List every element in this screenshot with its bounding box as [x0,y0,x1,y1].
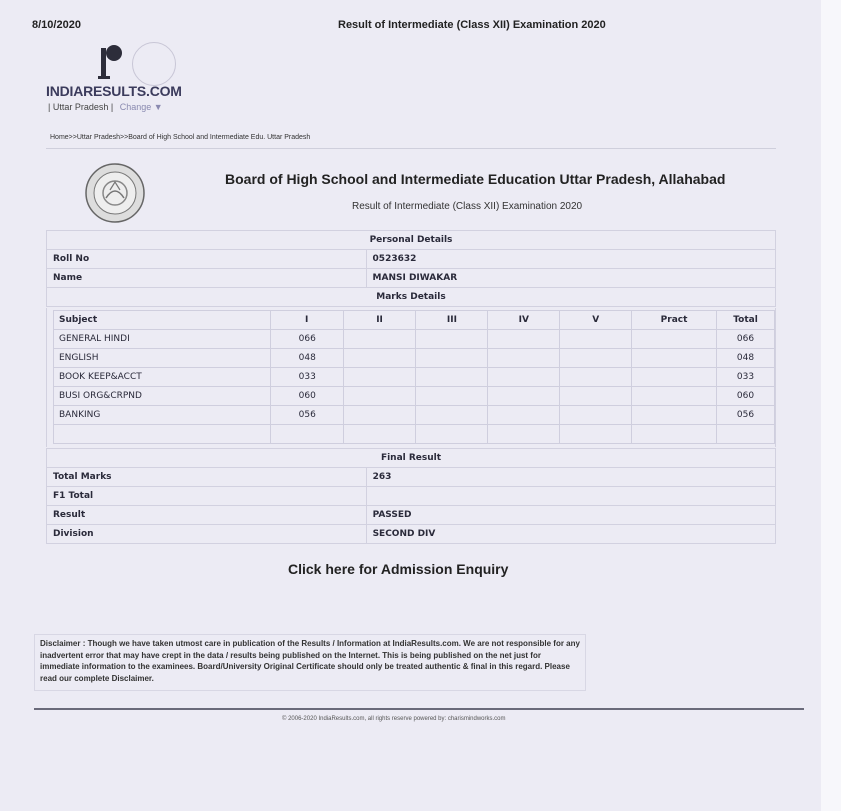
state-label: | Uttar Pradesh | [48,102,114,112]
marks-cell-total: 033 [717,368,775,387]
marks-details-heading: Marks Details [47,288,776,307]
marks-cell-subject: GENERAL HINDI [54,330,271,349]
marks-cell-i: 056 [270,406,343,425]
personal-details-table [46,230,776,307]
admission-enquiry-link[interactable]: Click here for Admission Enquiry [288,561,509,577]
print-date: 8/10/2020 [32,19,81,31]
roll-label: Roll No [47,250,367,269]
board-name: Board of High School and Intermediate Education Uttar Pradesh, Allahabad [225,171,726,187]
marks-row [54,406,775,425]
marks-cell-empty [416,368,488,387]
marks-cell-empty [488,406,560,425]
breadcrumb[interactable]: Home>>Uttar Pradesh>>Board of High School and Intermediate Edu. Uttar Pradesh [50,134,311,141]
exam-title: Result of Intermediate (Class XII) Examination 2020 [352,201,583,212]
marks-row-blank [54,425,775,444]
roll-value: 0523632 [366,250,775,269]
marks-row [54,387,775,406]
marks-cell-empty [632,330,717,349]
marks-cell-empty [416,387,488,406]
marks-cell-total: 056 [717,406,775,425]
marks-cell-subject: BUSI ORG&CRPND [54,387,271,406]
marks-cell-i: 033 [270,368,343,387]
marks-cell-empty [416,406,488,425]
marks-cell-empty [632,368,717,387]
marks-row [54,349,775,368]
marks-cell-empty [560,387,632,406]
total-marks-value: 263 [366,468,775,487]
marks-cell-empty [343,330,416,349]
marks-cell-i: 060 [270,387,343,406]
result-value: PASSED [366,506,775,525]
logo-mark-icon [98,44,124,82]
marks-table [53,310,775,444]
copyright: © 2006-2020 IndiaResults.com, all rights reserve powered by: charismindworks.com [282,716,506,722]
total-marks-label: Total Marks [47,468,367,487]
marks-cell-empty [343,349,416,368]
state-map-icon [132,42,176,86]
marks-cell-total: 066 [717,330,775,349]
marks-row [54,330,775,349]
state-selector [48,102,163,112]
marks-col-header: V [560,311,632,330]
marks-cell-total: 048 [717,349,775,368]
marks-cell-empty [416,425,488,444]
marks-section [46,308,776,447]
marks-cell-empty [560,406,632,425]
marks-col-header: I [270,311,343,330]
division-value: SECOND DIV [366,525,775,544]
disclaimer: Disclaimer : Though we have taken utmost care in publication of the Results / Information at IndiaResults.com. We are not responsible for any inadvertent error that may have crept in the data / results being published on the Internet. This is being published on the net just for immediate information to the examinees. Board/University Original Certificate should only be treated authentic & final in this regard. Please read our complete Disclaimer. [34,634,586,691]
name-value: MANSI DIWAKAR [366,269,775,288]
marks-cell-empty [717,425,775,444]
marks-col-header: Subject [54,311,271,330]
marks-cell-empty [488,349,560,368]
result-label: Result [47,506,367,525]
marks-cell-empty [488,425,560,444]
divider [46,148,776,149]
marks-cell-empty [488,330,560,349]
final-result-heading: Final Result [47,449,776,468]
marks-cell-empty [54,425,271,444]
site-logo[interactable] [46,40,196,120]
marks-cell-empty [416,349,488,368]
page-edge [821,0,841,811]
change-state-link[interactable]: Change ▼ [119,102,163,112]
division-label: Division [47,525,367,544]
marks-row [54,368,775,387]
marks-cell-empty [632,387,717,406]
marks-cell-i: 048 [270,349,343,368]
marks-cell-empty [632,349,717,368]
marks-col-header: Total [717,311,775,330]
marks-cell-subject: BOOK KEEP&ACCT [54,368,271,387]
marks-cell-subject: ENGLISH [54,349,271,368]
marks-cell-empty [488,387,560,406]
footer-divider [34,708,804,710]
marks-cell-empty [560,368,632,387]
marks-col-header: IV [488,311,560,330]
board-emblem-icon [84,162,146,224]
marks-cell-empty [270,425,343,444]
marks-cell-empty [343,406,416,425]
marks-cell-total: 060 [717,387,775,406]
name-label: Name [47,269,367,288]
marks-cell-empty [416,330,488,349]
personal-details-heading: Personal Details [47,231,776,250]
marks-cell-empty [343,425,416,444]
final-result-table [46,448,776,544]
marks-cell-empty [560,425,632,444]
marks-col-header: III [416,311,488,330]
marks-cell-empty [632,425,717,444]
f1-total-value [366,487,775,506]
marks-col-header: II [343,311,416,330]
marks-cell-empty [560,330,632,349]
marks-cell-i: 066 [270,330,343,349]
marks-cell-empty [632,406,717,425]
marks-cell-empty [560,349,632,368]
f1-total-label: F1 Total [47,487,367,506]
marks-col-header: Pract [632,311,717,330]
marks-cell-subject: BANKING [54,406,271,425]
print-title: Result of Intermediate (Class XII) Examination 2020 [338,19,606,31]
marks-cell-empty [343,368,416,387]
marks-cell-empty [343,387,416,406]
marks-cell-empty [488,368,560,387]
logo-text: INDIARESULTS.COM [46,83,182,99]
